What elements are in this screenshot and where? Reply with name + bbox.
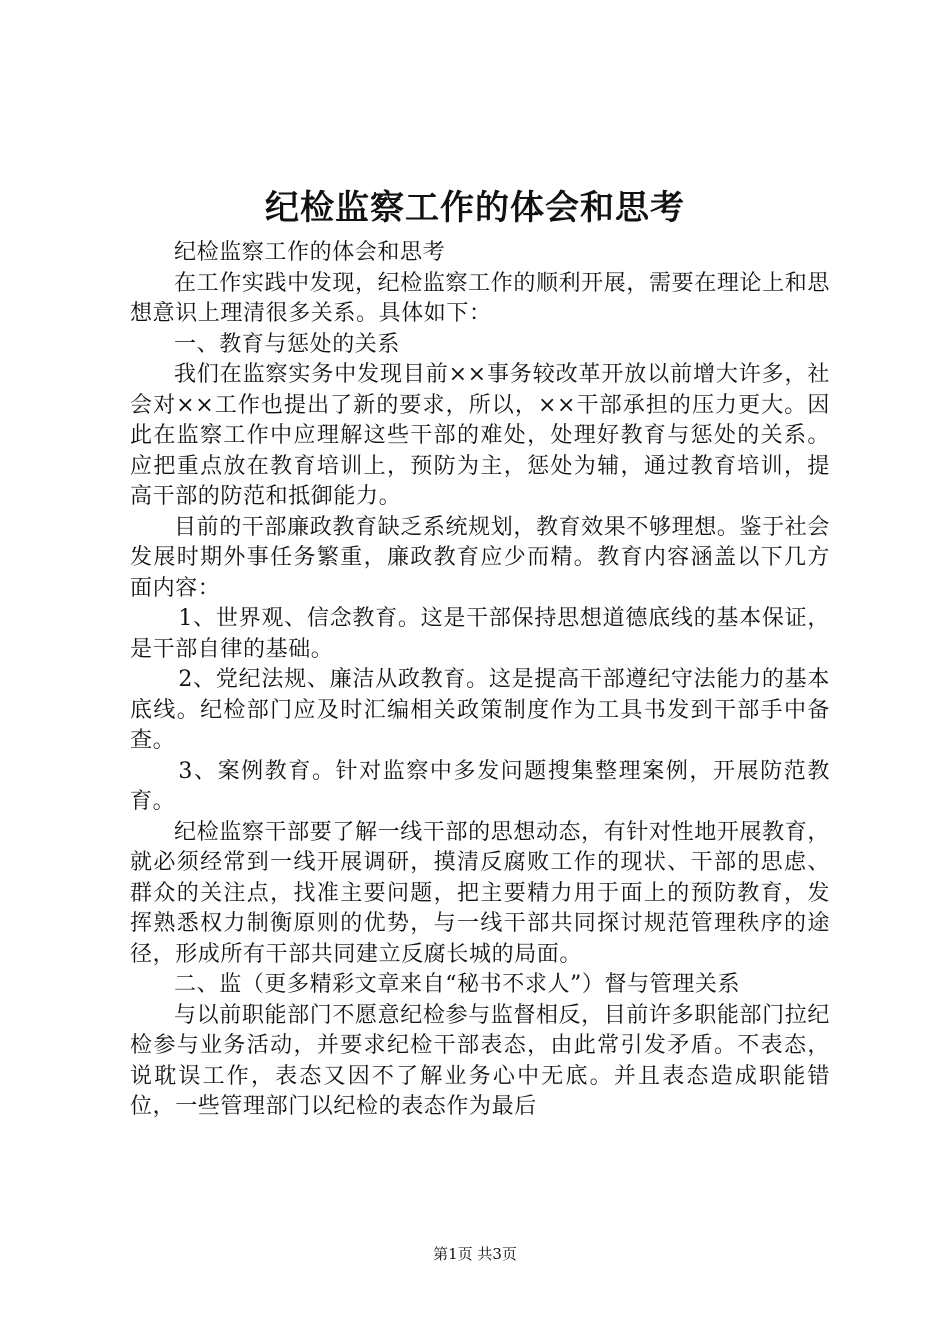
list-item: 1、世界观、信念教育。这是干部保持思想道德底线的基本保证，是干部自律的基础。: [130, 606, 830, 662]
paragraph-intro: 在工作实践中发现，纪检监察工作的顺利开展，需要在理论上和思想意识上理清很多关系。具体如下：: [130, 270, 830, 326]
section-heading-2: 二、监（更多精彩文章来自“秘书不求人”）督与管理关系: [174, 972, 741, 997]
paragraph-subtitle: 纪检监察工作的体会和思考: [174, 240, 446, 265]
list-item: 2、党纪法规、廉洁从政教育。这是提高干部遵纪守法能力的基本底线。纪检部门应及时汇编相关政策制度作为工具书发到干部手中备查。: [130, 667, 830, 753]
paragraph: 目前的干部廉政教育缺乏系统规划，教育效果不够理想。鉴于社会发展时期外事任务繁重，廉政教育应少而精。教育内容涵盖以下几方面内容：: [130, 514, 830, 601]
section-heading-1: 一、教育与惩处的关系: [174, 331, 401, 357]
document-title: 纪检监察工作的体会和思考: [265, 188, 685, 228]
page-footer: 第1页 共3页: [433, 1245, 517, 1263]
paragraph: 纪检监察干部要了解一线干部的思想动态，有针对性地开展教育，就必须经常到一线开展调研，摸清反腐败工作的现状、干部的思虑、群众的关注点，找准主要问题，把主要精力用于面上的预防教育，发挥熟悉权力制衡原则的优势，与一线干部共同探讨规范管理秩序的途径，形成所有干部共同建立反腐长城的局面。: [130, 819, 830, 967]
document-body: [130, 238, 830, 1123]
list-item: 3、案例教育。针对监察中多发问题搜集整理案例，开展防范教育。: [130, 758, 830, 814]
paragraph: 与以前职能部门不愿意纪检参与监督相反，目前许多职能部门拉纪检参与业务活动，并要求纪检干部表态，由此常引发矛盾。不表态，说耽误工作，表态又因不了解业务心中无底。并且表态造成职能错位，一些管理部门以纪检的表态作为最后: [130, 1002, 830, 1119]
paragraph: 我们在监察实务中发现目前××事务较改革开放以前增大许多，社会对××工作也提出了新的要求，所以，××干部承担的压力更大。因此在监察工作中应理解这些干部的难处，处理好教育与惩处的关系。应把重点放在教育培训上，预防为主，惩处为辅，通过教育培训，提高干部的防范和抵御能力。: [130, 362, 830, 509]
